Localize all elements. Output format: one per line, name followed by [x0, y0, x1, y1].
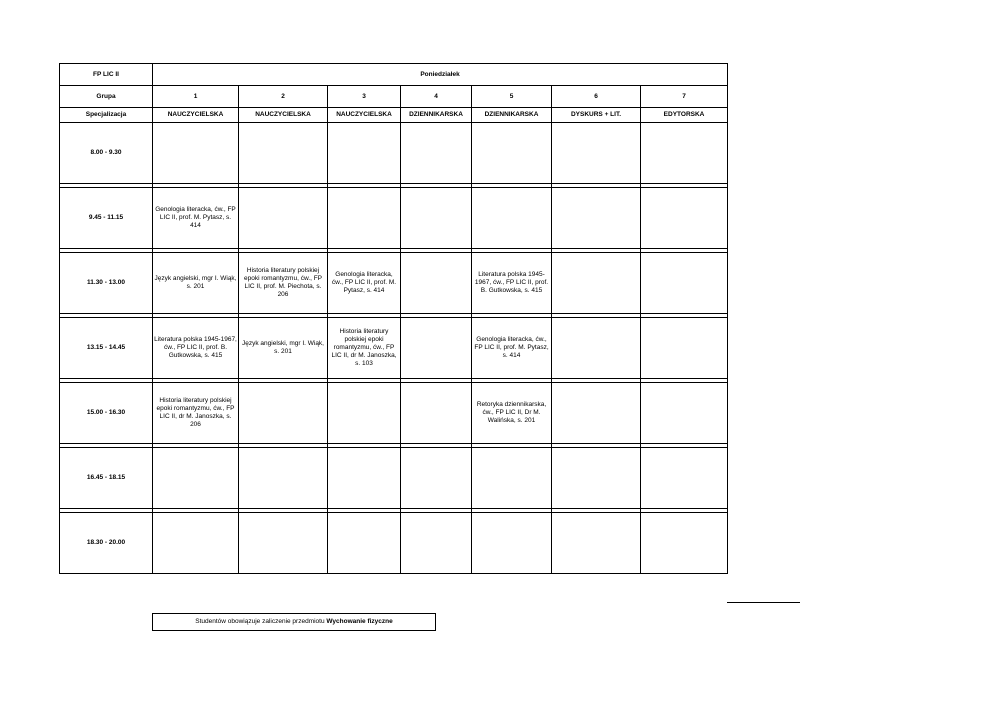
class-cell: Genologia literacka, ćw., FP LIC II, prof. M. Pytasz, s. 414 [328, 253, 401, 314]
class-cell [401, 253, 472, 314]
class-cell: Historia literatury polskiej epoki romantyzmu, ćw., FP LIC II, prof. M. Piechota, s. 206 [239, 253, 328, 314]
class-cell [153, 448, 239, 509]
class-cell [401, 188, 472, 249]
table-bottom-line [727, 602, 800, 603]
class-cell [239, 123, 328, 184]
class-cell [552, 318, 641, 379]
class-cell [401, 383, 472, 444]
specialization-name: DZIENNIKARSKA [401, 108, 472, 123]
group-number: 1 [153, 86, 239, 108]
title-row [60, 64, 728, 86]
class-cell [552, 188, 641, 249]
class-cell [328, 513, 401, 574]
day-header: Poniedziałek [153, 64, 728, 86]
class-cell: Genologia literacka, ćw., FP LIC II, prof. M. Pytasz, s. 414 [153, 188, 239, 249]
class-cell: Historia literatury polskiej epoki romantyzmu, ćw., FP LIC II, dr M. Janoszka, s. 206 [153, 383, 239, 444]
class-cell [641, 123, 728, 184]
time-slot-row [60, 188, 728, 249]
class-cell [328, 448, 401, 509]
class-cell [641, 188, 728, 249]
class-cell [401, 123, 472, 184]
time-slot-label: 15.00 - 16.30 [60, 383, 153, 444]
time-slot-label: 11.30 - 13.00 [60, 253, 153, 314]
class-cell [641, 253, 728, 314]
specialization-name: DZIENNIKARSKA [472, 108, 552, 123]
specialization-row [60, 108, 728, 123]
class-cell [401, 318, 472, 379]
class-cell [472, 188, 552, 249]
class-cell [552, 513, 641, 574]
time-slot-label: 18.30 - 20.00 [60, 513, 153, 574]
class-cell [328, 123, 401, 184]
class-cell [328, 188, 401, 249]
class-cell [552, 253, 641, 314]
class-cell [153, 513, 239, 574]
class-cell: Retoryka dziennikarska, ćw., FP LIC II, Dr M. Walińska, s. 201 [472, 383, 552, 444]
class-cell [401, 513, 472, 574]
group-number: 3 [328, 86, 401, 108]
schedule-table [59, 63, 728, 574]
class-cell [239, 383, 328, 444]
time-slot-row [60, 513, 728, 574]
group-number: 2 [239, 86, 328, 108]
time-slot-label: 8.00 - 9.30 [60, 123, 153, 184]
class-cell: Genologia literacka, ćw., FP LIC II, prof. M. Pytasz, s. 414 [472, 318, 552, 379]
specialization-label: Specjalizacja [60, 108, 153, 123]
class-cell [641, 448, 728, 509]
corner-label: FP LIC II [60, 64, 153, 86]
class-cell [328, 383, 401, 444]
time-slot-row [60, 253, 728, 314]
class-cell [552, 448, 641, 509]
time-slot-row [60, 448, 728, 509]
time-slot-row [60, 123, 728, 184]
class-cell [153, 123, 239, 184]
group-number: 7 [641, 86, 728, 108]
time-slot-label: 9.45 - 11.15 [60, 188, 153, 249]
specialization-name: NAUCZYCIELSKA [239, 108, 328, 123]
specialization-name: EDYTORSKA [641, 108, 728, 123]
class-cell [239, 448, 328, 509]
class-cell [472, 513, 552, 574]
footnote-bold: Wychowanie fizyczne [326, 618, 393, 625]
class-cell: Język angielski, mgr I. Wiąk, s. 201 [239, 318, 328, 379]
class-cell [641, 383, 728, 444]
class-cell [641, 513, 728, 574]
group-row [60, 86, 728, 108]
class-cell [641, 318, 728, 379]
specialization-name: DYSKURS + LIT. [552, 108, 641, 123]
class-cell [401, 448, 472, 509]
class-cell [239, 188, 328, 249]
group-number: 4 [401, 86, 472, 108]
class-cell: Literatura polska 1945-1967, ćw., FP LIC II, prof. B. Gutkowska, s. 415 [472, 253, 552, 314]
class-cell: Historia literatury polskiej epoki romantyzmu, ćw., FP LIC II, dr M. Janoszka, s. 103 [328, 318, 401, 379]
group-number: 5 [472, 86, 552, 108]
specialization-name: NAUCZYCIELSKA [328, 108, 401, 123]
group-number: 6 [552, 86, 641, 108]
time-slot-label: 16.45 - 18.15 [60, 448, 153, 509]
footnote-box [152, 613, 436, 631]
class-cell [472, 123, 552, 184]
class-cell [239, 513, 328, 574]
class-cell [472, 448, 552, 509]
class-cell [552, 123, 641, 184]
class-cell: Literatura polska 1945-1967, ćw., FP LIC II, prof. B. Gutkowska, s. 415 [153, 318, 239, 379]
footnote-text: Studentów obowiązuje zaliczenie przedmiotu [195, 618, 327, 625]
group-label: Grupa [60, 86, 153, 108]
class-cell: Język angielski, mgr I. Wiąk, s. 201 [153, 253, 239, 314]
time-slot-label: 13.15 - 14.45 [60, 318, 153, 379]
time-slot-row [60, 318, 728, 379]
specialization-name: NAUCZYCIELSKA [153, 108, 239, 123]
time-slot-row [60, 383, 728, 444]
class-cell [552, 383, 641, 444]
